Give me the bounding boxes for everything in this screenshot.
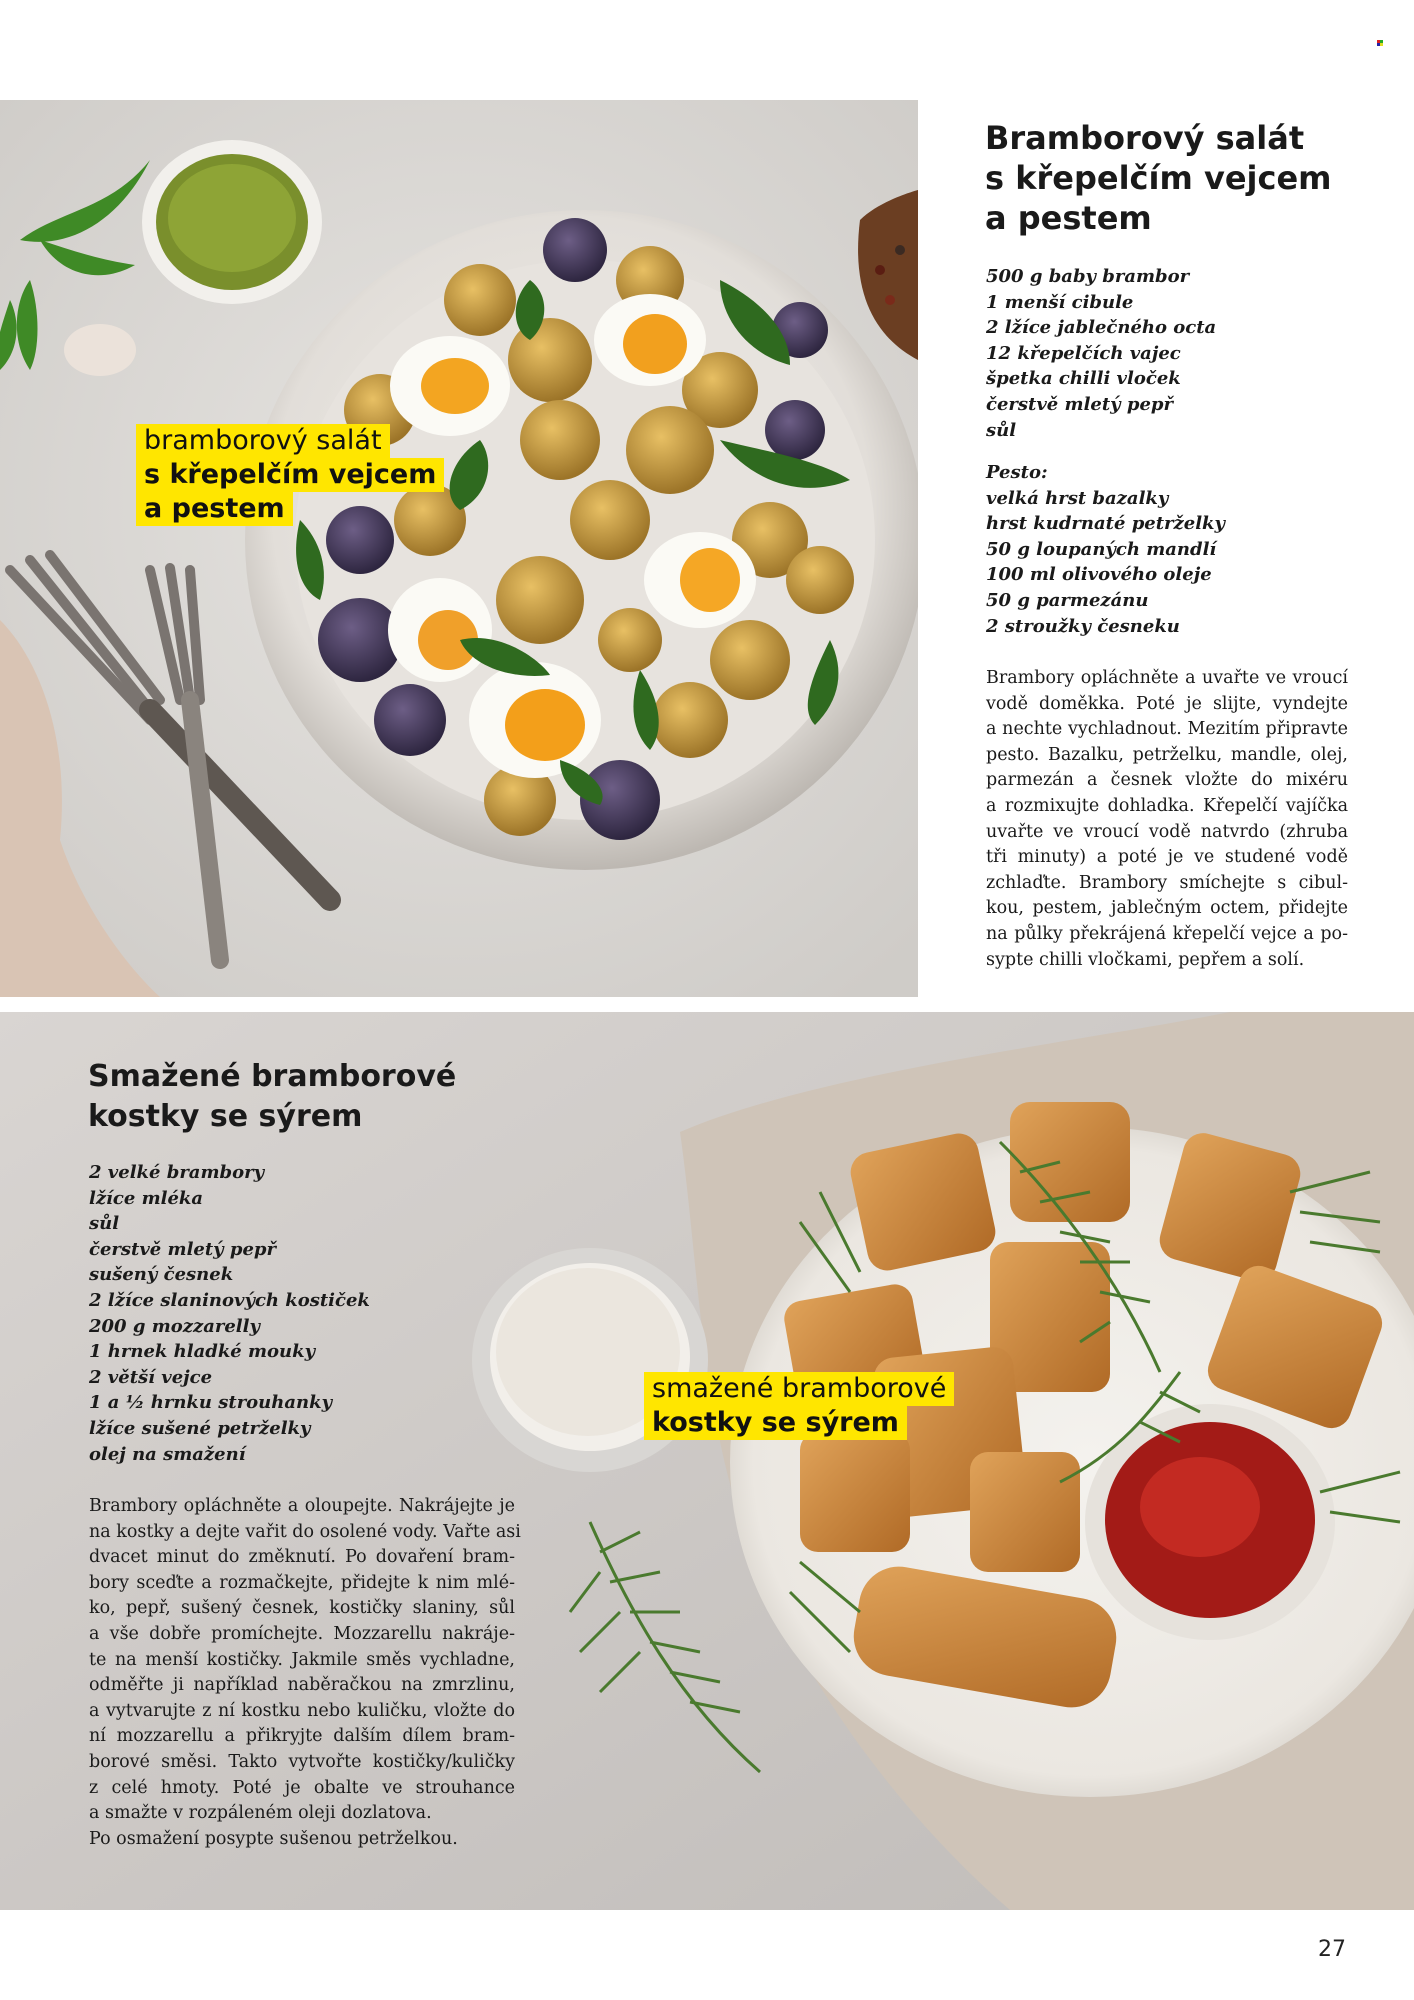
salad-photo	[0, 100, 918, 997]
method-line: parmezán a česnek vložte do mixéru	[986, 770, 1348, 791]
ingredient: čerstvě mletý pepř	[89, 1238, 277, 1260]
method-line: a smažte v rozpáleném oleji dozlatova.	[89, 1803, 432, 1824]
ingredient: 100 ml olivového oleje	[986, 564, 1212, 586]
ingredient: 2 lžíce slaninových kostiček	[89, 1289, 370, 1311]
label-line: bramborový salát	[136, 424, 390, 458]
method-line: a vše dobře promíchejte. Mozzarellu nakráje-	[89, 1623, 515, 1644]
method-line: uvařte ve vroucí vodě natvrdo (zhruba	[986, 821, 1348, 842]
ingredient: 1 hrnek hladké mouky	[89, 1341, 316, 1363]
recipe2-title	[88, 1057, 456, 1137]
label-line: s křepelčím vejcem	[136, 458, 444, 492]
method-line: pesto. Bazalku, petrželku, mandle, olej,	[986, 744, 1348, 765]
method-line: a vytvarujte z ní kostku nebo kuličku, vložte do	[89, 1700, 515, 1721]
method-line: ko, pepř, sušený česnek, kostičky slaniny, sůl	[89, 1598, 515, 1619]
label-line: smažené bramborové	[644, 1372, 954, 1406]
ingredient: sůl	[986, 419, 1017, 441]
method-line: Po osmažení posypte sušenou petrželkou.	[89, 1828, 458, 1849]
title-line: a pestem	[985, 199, 1152, 237]
recipe1-ingredients	[986, 264, 1216, 443]
method-line: zchlaďte. Brambory smíchejte s cibul-	[986, 872, 1348, 893]
ingredient: 2 stroužky česneku	[986, 615, 1180, 637]
recipe2-ingredients	[89, 1160, 370, 1467]
label-line: kostky se sýrem	[644, 1406, 907, 1440]
method-line: bory sceďte a rozmačkejte, přidejte k nim mlé-	[89, 1572, 515, 1593]
method-line: tři minuty) a poté je ve studené vodě	[986, 847, 1348, 868]
ingredient: lžíce sušené petrželky	[89, 1417, 311, 1439]
ingredient: 50 g parmezánu	[986, 589, 1149, 611]
method-line: Brambory opláchněte a oloupejte. Nakrájejte je	[89, 1496, 515, 1516]
ingredient: čerstvě mletý pepř	[986, 393, 1174, 415]
ingredient: špetka chilli vloček	[986, 368, 1181, 390]
method-line: kou, pestem, jablečným octem, přidejte	[986, 898, 1348, 919]
recipe2-method	[89, 1494, 521, 1852]
title-line: Bramborový salát	[985, 119, 1305, 157]
method-line: te na menší kostičky. Jakmile směs vychladne,	[89, 1649, 515, 1670]
recipe1-pesto-ingredients	[986, 460, 1225, 639]
ingredient: 500 g baby brambor	[986, 266, 1190, 287]
ingredient: 1 a ½ hrnku strouhanky	[89, 1392, 333, 1414]
label-line: a pestem	[136, 492, 293, 526]
corner-mark-icon	[1377, 40, 1383, 46]
method-line: sypte chilli vločkami, pepřem a solí.	[986, 949, 1305, 970]
ingredient: sůl	[89, 1213, 120, 1235]
recipe2-photo-label	[644, 1372, 954, 1440]
method-line: vodě doměkka. Poté je slijte, vyndejte	[986, 693, 1348, 714]
page-number: 27	[1318, 1937, 1346, 1962]
ingredient: velká hrst bazalky	[986, 487, 1169, 509]
method-line: dvacet minut do změknutí. Po dovaření bram-	[89, 1547, 515, 1568]
recipe1-method	[986, 666, 1348, 973]
ingredient: 1 menší cibule	[986, 291, 1134, 313]
ingredient: lžíce mléka	[89, 1187, 204, 1209]
title-line: s křepelčím vejcem	[985, 159, 1332, 197]
method-line: na kostky a dejte vařit do osolené vody. Vařte asi	[89, 1521, 521, 1542]
ingredient: 200 g mozzarelly	[89, 1315, 260, 1337]
title-line: Smažené bramborové	[88, 1059, 457, 1094]
ingredient: 12 křepelčích vajec	[986, 342, 1181, 364]
ingredient: Pesto:	[986, 462, 1048, 483]
recipe1-title	[985, 118, 1332, 238]
recipe1-photo-label	[136, 424, 444, 526]
ingredient: 2 lžíce jablečného octa	[986, 317, 1217, 339]
method-line: na půlky překrájená křepelčí vejce a po-	[986, 923, 1348, 944]
ingredient: 2 velké brambory	[89, 1162, 265, 1183]
method-line: z celé hmoty. Poté je obalte ve strouhance	[89, 1777, 515, 1798]
method-line: borové směsi. Takto vytvořte kostičky/kuličky	[89, 1751, 515, 1772]
ingredient: olej na smažení	[89, 1443, 246, 1465]
method-line: Brambory opláchněte a uvařte ve vroucí	[986, 668, 1348, 688]
method-line: a rozmixujte dohladka. Křepelčí vajíčka	[986, 795, 1348, 816]
ingredient: hrst kudrnaté petrželky	[986, 513, 1225, 535]
ingredient: 50 g loupaných mandlí	[986, 538, 1217, 560]
method-line: a nechte vychladnout. Mezitím připravte	[986, 719, 1348, 740]
title-line: kostky se sýrem	[88, 1099, 363, 1134]
method-line: odměřte ji například naběračkou na zmrzlinu,	[89, 1675, 515, 1696]
ingredient: sušený česnek	[89, 1264, 234, 1286]
ingredient: 2 větší vejce	[89, 1366, 213, 1388]
method-line: ní mozzarellu a přikryjte dalším dílem bram-	[89, 1726, 515, 1747]
